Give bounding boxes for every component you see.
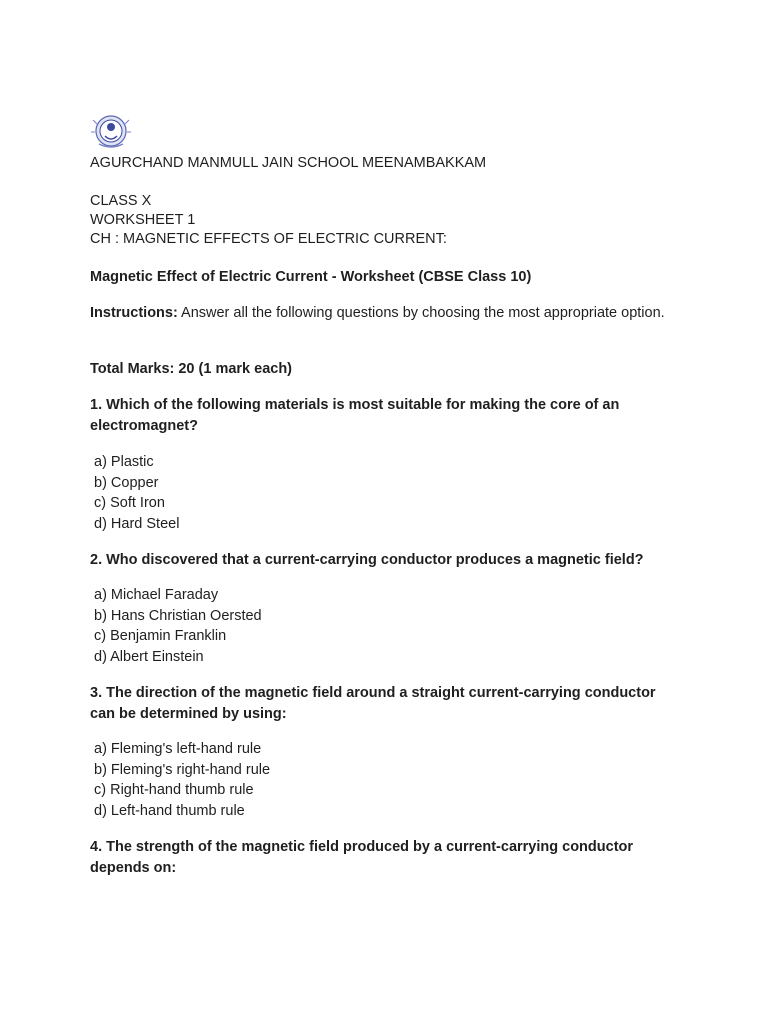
- worksheet-title: Magnetic Effect of Electric Current - Worksheet (CBSE Class 10): [90, 269, 532, 285]
- option-b: b) Fleming's right-hand rule: [94, 761, 271, 778]
- total-marks: Total Marks: 20 (1 mark each): [90, 361, 293, 377]
- question-3: 3. The direction of the magnetic field around a straight current-carrying conductor can be determined by using:: [90, 685, 656, 722]
- option-c: c) Soft Iron: [94, 495, 165, 511]
- chapter-label: CH : MAGNETIC EFFECTS OF ELECTRIC CURRENT:: [90, 231, 447, 247]
- question-2-options: [94, 585, 262, 667]
- question-1: 1. Which of the following materials is most suitable for making the core of an electromagnet?: [90, 397, 620, 434]
- option-a: a) Michael Faraday: [94, 587, 219, 603]
- question-3-options: [94, 739, 270, 821]
- school-name: AGURCHAND MANMULL JAIN SCHOOL MEENAMBAKKAM: [90, 155, 487, 171]
- instructions-text: Answer all the following questions by choosing the most appropriate option.: [177, 305, 665, 321]
- option-c: c) Right-hand thumb rule: [94, 782, 254, 798]
- worksheet-label: WORKSHEET 1: [90, 212, 196, 228]
- question-4: 4. The strength of the magnetic field produced by a current-carrying conductor depends on:: [90, 839, 634, 876]
- option-d: d) Hard Steel: [94, 515, 180, 532]
- option-a: a) Fleming's left-hand rule: [94, 741, 262, 757]
- question-1-options: [94, 452, 179, 534]
- option-b: b) Copper: [94, 474, 159, 491]
- option-d: d) Albert Einstein: [94, 648, 204, 665]
- option-a: a) Plastic: [94, 454, 154, 470]
- school-crest-icon: [91, 114, 131, 150]
- class-label: CLASS X: [90, 193, 152, 209]
- option-b: b) Hans Christian Oersted: [94, 607, 262, 624]
- question-2: 2. Who discovered that a current-carrying conductor produces a magnetic field?: [90, 552, 644, 568]
- instructions-label: Instructions:: [90, 305, 178, 321]
- option-c: c) Benjamin Franklin: [94, 628, 227, 644]
- option-d: d) Left-hand thumb rule: [94, 802, 245, 819]
- instructions: [90, 303, 680, 324]
